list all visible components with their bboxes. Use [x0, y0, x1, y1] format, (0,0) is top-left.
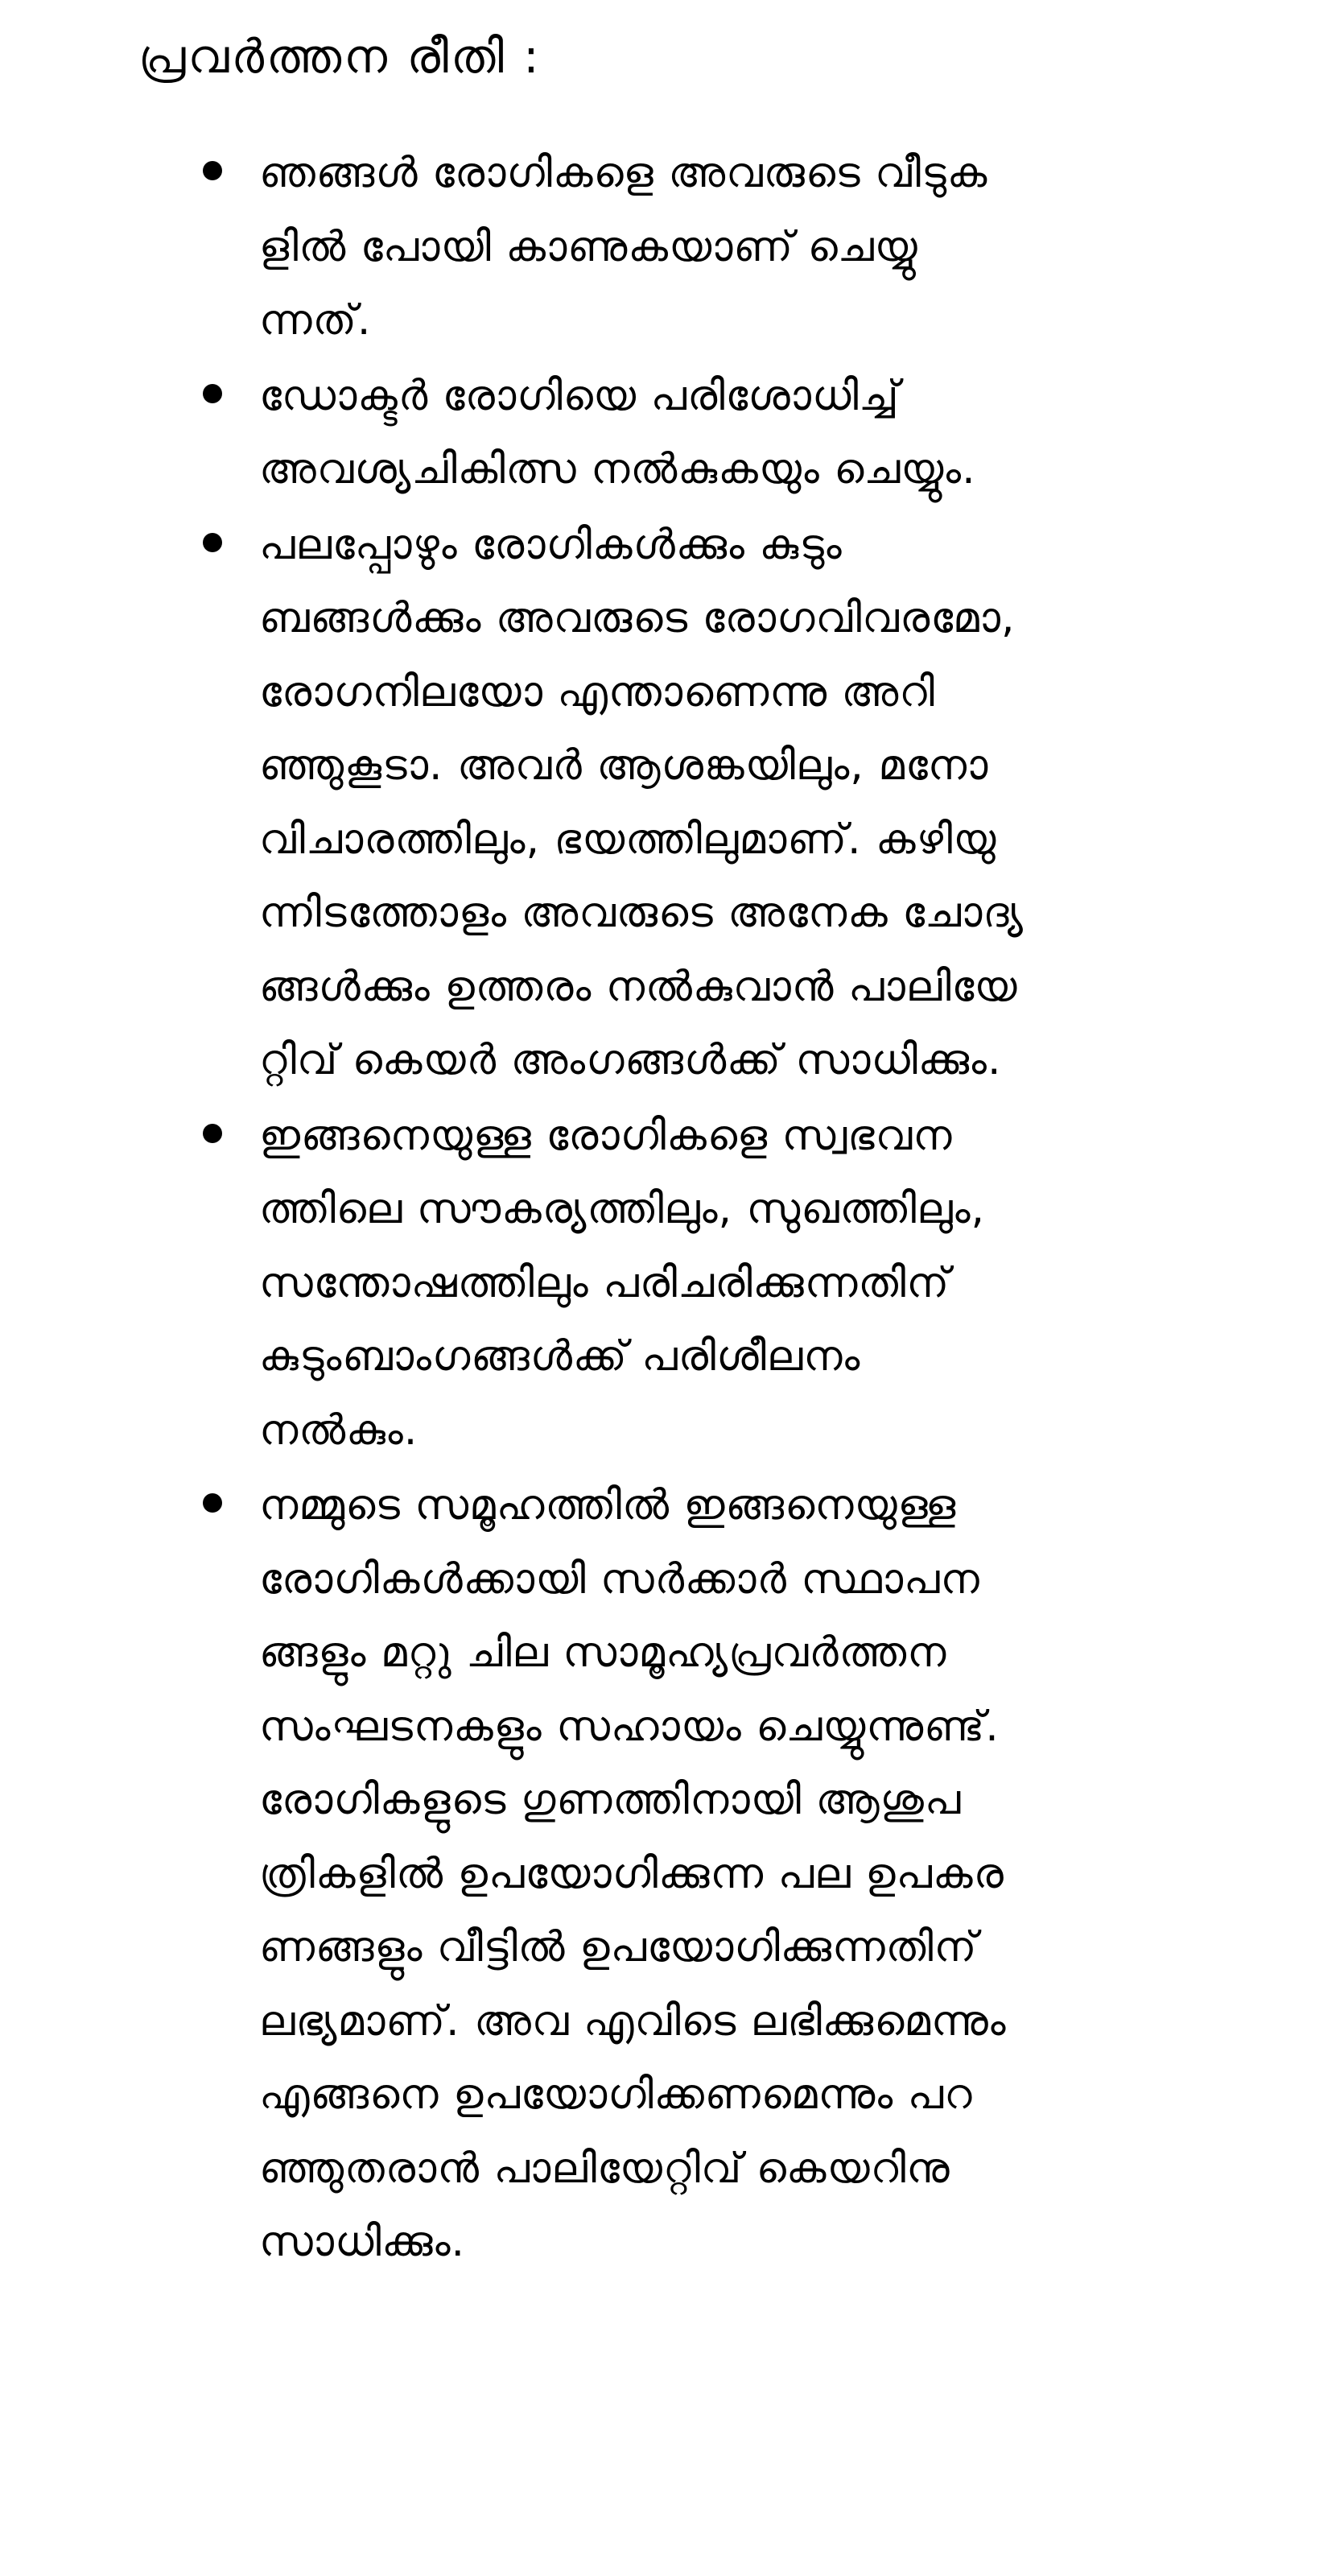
text-line: രോഗനിലയോ എന്താണെന്നു അറി [259, 667, 935, 716]
text-line: രോഗികൾക്കായി സർക്കാർ സ്ഥാപന [259, 1554, 980, 1604]
text-line: റ്റിവ് കെയർ അംഗങ്ങൾക്ക് സാധിക്കും. [259, 1036, 1002, 1084]
text-line: രോഗികളുടെ ഗുണത്തിനായി ആശുപ [259, 1776, 962, 1824]
text-line: വിചാരത്തിലും, ഭയത്തിലുമാണ്. കഴിയു [259, 815, 997, 864]
bullet-text [259, 137, 1305, 358]
bullet-text [259, 509, 1305, 1098]
text-line: നൽകും. [259, 1406, 418, 1455]
bullet-item [0, 137, 1344, 358]
text-line: ങ്ങൾക്കും ഉത്തരം നൽകുവാൻ പാലിയേ [259, 962, 1018, 1011]
text-line: പലപ്പോഴും രോഗികൾക്കും കുടും [259, 520, 843, 569]
bullet-dot-icon [203, 384, 222, 403]
text-line: ലഭ്യമാണ്. അവ എവിടെ ലഭിക്കുമെന്നും [259, 1996, 1007, 2046]
text-line: കുടുംബാംഗങ്ങൾക്ക് പരിശീലനം [259, 1332, 861, 1381]
bullet-dot-icon [203, 161, 222, 180]
text-line: ങ്ങളും മറ്റു ചില സാമൂഹ്യപ്രവർത്തന [259, 1629, 947, 1677]
bullet-item [0, 1100, 1344, 1468]
text-line: ഞങ്ങൾ രോഗികളെ അവരുടെ വീടുക [259, 149, 988, 197]
text-line: ന്നിടത്തോളം അവരുടെ അനേക ചോദ്യ [259, 889, 1024, 937]
text-line: ഡോക്ടർ രോഗിയെ പരിശോധിച്ച് [259, 371, 900, 420]
bullet-text [259, 1469, 1305, 2280]
text-line: അവശ്യചികിത്സ നൽകുകയും ചെയ്യും. [259, 445, 976, 493]
bullet-item [0, 1469, 1344, 2280]
bullet-list [0, 137, 1344, 2281]
text-line: ന്നത്. [259, 296, 372, 345]
text-line: ത്തിലെ സൗകര്യത്തിലും, സുഖത്തിലും, [259, 1185, 986, 1233]
bullet-dot-icon [203, 533, 222, 552]
text-line: ഞ്ഞുകൂടാ. അവർ ആശങ്കയിലും, മനോ [259, 741, 989, 790]
bullet-item [0, 509, 1344, 1098]
bullet-dot-icon [203, 1124, 222, 1143]
section-heading: പ്രവർത്തന രീതി : [138, 29, 542, 84]
text-line: സന്തോഷത്തിലും പരിചരിക്കുന്നതിന് [259, 1258, 950, 1307]
bullet-text [259, 360, 1305, 507]
text-line: നമ്മുടെ സമൂഹത്തിൽ ഇങ്ങനെയുള്ള [259, 1481, 957, 1530]
bullet-dot-icon [203, 1493, 222, 1513]
text-line: ളിൽ പോയി കാണുകയാണ് ചെയ്യു [259, 222, 918, 271]
text-line: ത്രികളിൽ ഉപയോഗിക്കുന്ന പല ഉപകര [259, 1849, 1004, 1898]
text-line: സംഘടനകളും സഹായം ചെയ്യുന്നുണ്ട്. [259, 1702, 1000, 1751]
bullet-text [259, 1100, 1305, 1468]
text-line: ഇങ്ങനെയുള്ള രോഗികളെ സ്വഭവന [259, 1111, 953, 1160]
text-line: ണങ്ങളും വീട്ടിൽ ഉപയോഗിക്കുന്നതിന് [259, 1923, 978, 1971]
text-line: സാധിക്കും. [259, 2218, 466, 2266]
text-line: ഞ്ഞുതരാൻ പാലിയേറ്റിവ് കെയറിനു [259, 2144, 950, 2193]
bullet-item [0, 360, 1344, 507]
text-line: ബങ്ങൾക്കും അവരുടെ രോഗവിവരമോ, [259, 594, 1016, 642]
text-line: എങ്ങനെ ഉപയോഗിക്കണമെന്നും പറ [259, 2070, 973, 2119]
